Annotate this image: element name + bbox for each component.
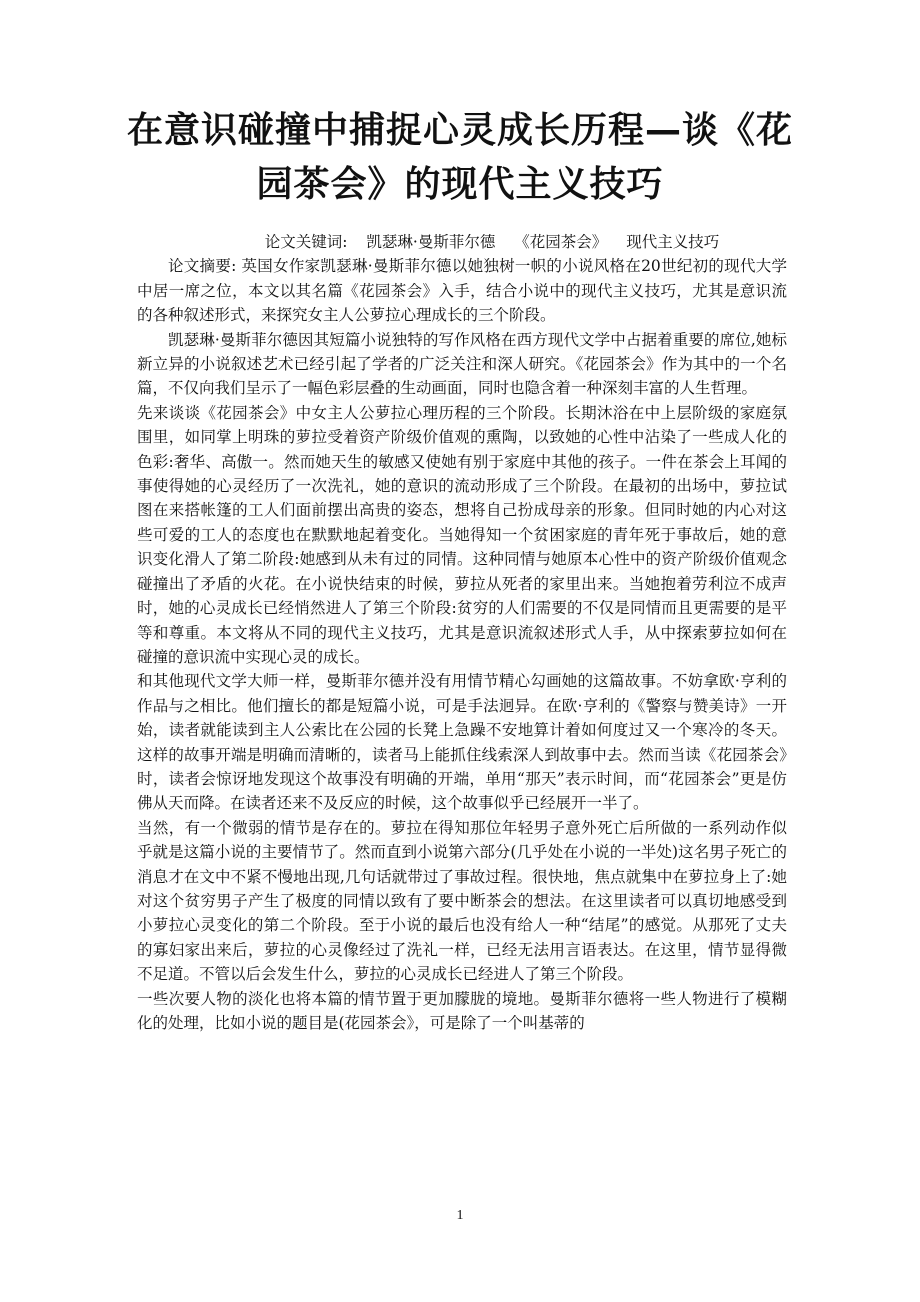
document-body — [137, 230, 787, 1035]
page-number: 1 — [456, 1208, 464, 1223]
page-title: 在意识碰撞中捕捉心灵成长历程—谈《花园茶会》的现代主义技巧 — [126, 110, 793, 205]
paragraph-3: 和其他现代文学大师一样，曼斯菲尔德并没有用情节精心勾画她的这篇故事。不妨拿欧·亨利的作品与之相比。他们擅长的都是短篇小说，可是手法迥异。在欧·亨利的《警察与赞美诗》一开始，读者就能读到主人公索比在公园的长凳上急躁不安地算计着如何度过又一个寒冷的冬天。这样的故事开端是明确而清晰的，读者马上能抓住线索深人到故事中去。然而当读《花园茶会》时，读者会惊讶地发现这个故事没有明确的开端，单用“那天”表示时间，而“花园茶会”更是仿佛从天而降。在读者还来不及反应的时候，这个故事似乎已经展开一半了。 — [137, 672, 787, 813]
keyword-3: 现代主义技巧 — [626, 233, 720, 251]
keyword-1: 凯瑟琳·曼斯菲尔德 — [366, 233, 496, 251]
keywords-line — [137, 230, 787, 254]
abstract-text: 英国女作家凯瑟琳·曼斯菲尔德以她独树一帜的小说风格在20世纪初的现代大学中居一席之位，本文以其名篇《花园茶会》入手，结合小说中的现代主义技巧，尤其是意识流的各种叙述形式，来探究女主人公萝拉心理成长的三个阶段。 — [137, 257, 787, 325]
paragraph-1: 凯瑟琳·曼斯菲尔德因其短篇小说独特的写作风格在西方现代文学中占据着重要的席位,她标新立异的小说叙述艺术已经引起了学者的广泛关注和深人研究。《花园茶会》作为其中的一个名篇，不仅向我们呈示了一幅色彩层叠的生动画面，同时也隐含着一种深刻丰富的人生哲理。 — [137, 330, 787, 398]
keyword-2: 《花园茶会》 — [514, 233, 608, 251]
abstract-label: 论文摘要: — [168, 257, 237, 276]
paragraph-4: 当然，有一个微弱的情节是存在的。萝拉在得知那位年轻男子意外死亡后所做的一系列动作似乎就是这篇小说的主要情节了。然而直到小说第六部分(几乎处在小说的一半处)这名男子死亡的消息才在文中不紧不慢地出现,几句话就带过了事故过程。很快地，焦点就集中在萝拉身上了:她对这个贫穷男子产生了极度的同情以致有了要中断茶会的想法。在这里读者可以真切地感受到小萝拉心灵变化的第二个阶段。至于小说的最后也没有给人一种“结尾”的感觉。从那死了丈夫的寡妇家出来后，萝拉的心灵像经过了洗礼一样，已经无法用言语表达。在这里，情节显得微不足道。不管以后会发生什么，萝拉的心灵成长已经进人了第三个阶段。 — [137, 818, 787, 984]
keywords-label: 论文关键词: — [264, 233, 348, 251]
abstract — [137, 254, 787, 327]
paragraph-2: 先来谈谈《花园茶会》中女主人公萝拉心理历程的三个阶段。长期沐浴在中上层阶级的家庭氛围里，如同掌上明珠的萝拉受着资产阶级价值观的熏陶，以致她的心性中沾染了一些成人化的色彩:奢华、高傲一。然而她天生的敏感又使她有别于家庭中其他的孩子。一件在茶会上耳闻的事使得她的心灵经历了一次洗礼，她的意识的流动形成了三个阶段。在最初的出场中，萝拉试图在来搭帐篷的工人们面前摆出高贵的姿态，想将自己扮成母亲的形象。但同时她的内心对这些可爱的工人的态度也在默默地起着变化。当她得知一个贫困家庭的青年死于事故后，她的意识变化滑人了第二阶段:她感到从未有过的同情。这种同情与她原本心性中的资产阶级价值观念碰撞出了矛盾的火花。在小说快结束的时候，萝拉从死者的家里出来。当她抱着劳利泣不成声时，她的心灵成长已经悄然进人了第三个阶段:贫穷的人们需要的不仅是同情而且更需要的是平等和尊重。本文将从不同的现代主义技巧，尤其是意识流叙述形式人手，从中探索萝拉如何在碰撞的意识流中实现心灵的成长。 — [137, 403, 787, 666]
paragraph-5: 一些次要人物的淡化也将本篇的情节置于更加朦胧的境地。曼斯菲尔德将一些人物进行了模糊化的处理，比如小说的题目是(花园茶会》，可是除了一个叫基蒂的 — [137, 989, 787, 1032]
